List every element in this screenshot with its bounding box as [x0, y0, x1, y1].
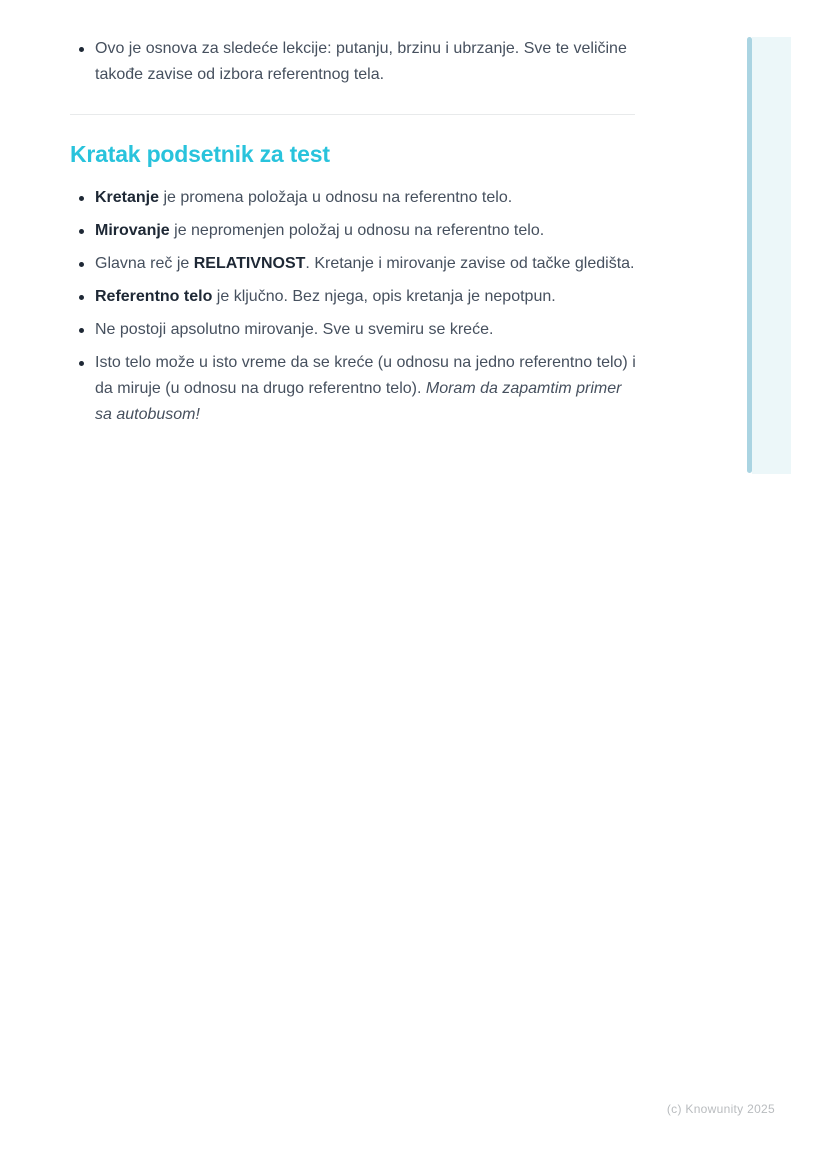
- bold-text: Kretanje: [95, 189, 160, 206]
- italic-text: Moram da zapamtim primer sa autobusom!: [95, 380, 622, 423]
- page-edge-highlight: [752, 37, 791, 474]
- text-segment: Ne postoji apsolutno mirovanje. Sve u svemiru se kreće.: [95, 321, 494, 338]
- text-segment: je ključno. Bez njega, opis kretanja je nepotpun.: [212, 288, 556, 305]
- text-segment: je promena položaja u odnosu na referentno telo.: [159, 189, 513, 206]
- list-item: [70, 218, 640, 244]
- text-segment: Glavna reč je: [95, 255, 194, 272]
- text-segment: je nepromenjen položaj u odnosu na referentno telo.: [169, 222, 545, 239]
- page-edge-accent-bar: [747, 37, 752, 473]
- text-segment: Ovo je osnova za sledeće lekcije: putanju, brzinu i ubrzanje. Sve te veličine takođe zavise od izbora referentnog tela.: [95, 40, 627, 83]
- bold-text: Mirovanje: [95, 222, 170, 239]
- bold-text: Referentno telo: [95, 288, 213, 305]
- bold-text: RELATIVNOST: [193, 255, 306, 272]
- list-item: [70, 251, 640, 277]
- list-item: [70, 36, 640, 88]
- list-item: [70, 284, 640, 310]
- intro-bullet-list: [70, 36, 640, 88]
- list-item: [70, 185, 640, 211]
- summary-bullet-list: [70, 185, 640, 428]
- section-heading: Kratak podsetnik za test: [70, 141, 330, 167]
- section-divider: [70, 114, 635, 115]
- text-segment: Isto telo može u isto vreme da se kreće (u odnosu na jedno referentno telo) i da miruje (u odnosu na drugo referentno telo).: [95, 354, 636, 397]
- copyright-footer: (c) Knowunity 2025: [666, 1102, 775, 1116]
- list-item: [70, 350, 640, 428]
- text-segment: . Kretanje i mirovanje zavise od tačke gledišta.: [305, 255, 635, 272]
- note-content: [70, 36, 640, 435]
- list-item: [70, 317, 640, 343]
